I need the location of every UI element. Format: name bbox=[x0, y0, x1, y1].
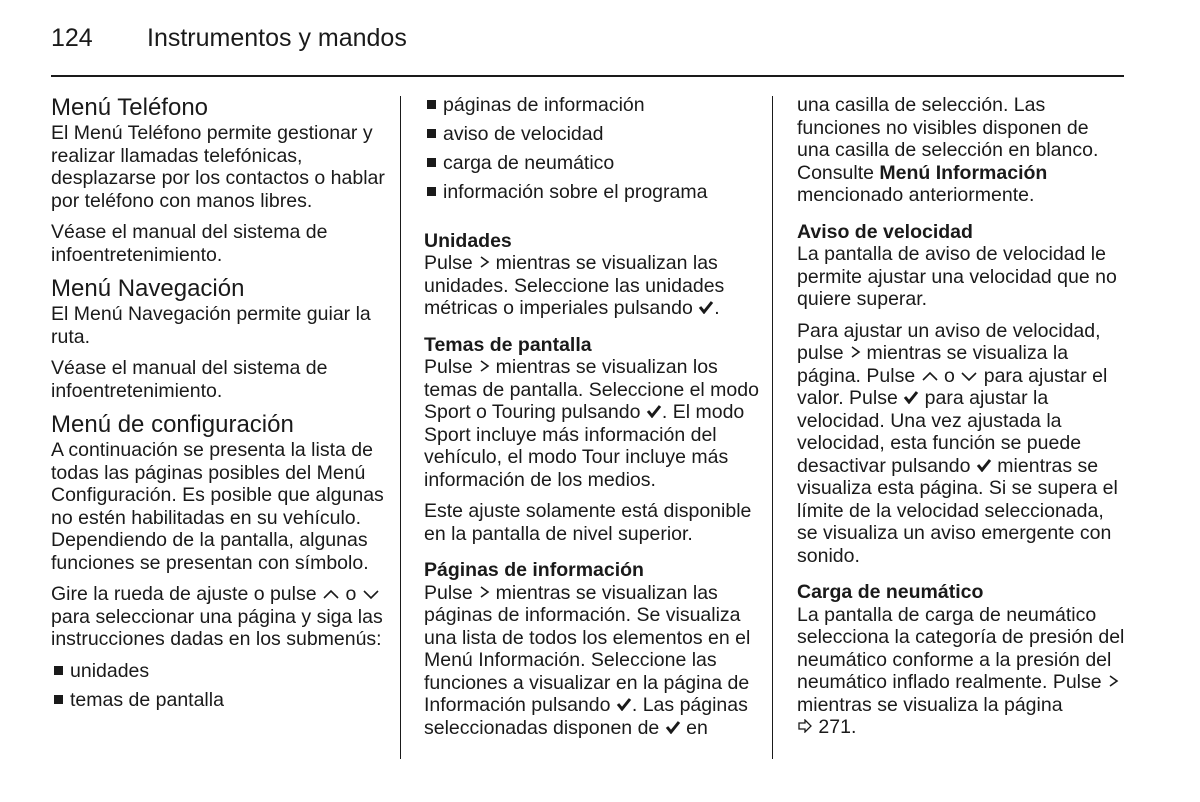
text-run: una casilla de selección. Las funciones no visibles disponen de una casilla de selección en blanco. Consulte bbox=[797, 94, 1099, 184]
text-run: mientras se visualizan las unidades. Seleccione las unidades métricas o imperiales pulsando bbox=[424, 252, 725, 319]
chevron-up-icon bbox=[921, 370, 939, 382]
paragraph: Véase el manual del sistema de infoentretenimiento. bbox=[51, 221, 328, 266]
checkmark-icon bbox=[976, 458, 992, 472]
bullet-icon bbox=[54, 695, 63, 704]
paragraph: El Menú Navegación permite guiar la ruta. bbox=[51, 303, 371, 348]
header-rule bbox=[51, 75, 1124, 77]
section-title-telefono: Menú Teléfono bbox=[51, 94, 209, 121]
list-item bbox=[51, 660, 387, 683]
column-divider-1 bbox=[400, 96, 401, 759]
subsection-title-temas: Temas de pantalla bbox=[424, 333, 592, 356]
section-title-navegacion: Menú Navegación bbox=[51, 275, 245, 302]
paragraph bbox=[797, 604, 1126, 739]
list-item-text: páginas de información bbox=[443, 94, 645, 116]
chevron-down-icon bbox=[960, 370, 978, 382]
checkmark-icon bbox=[665, 720, 681, 734]
text-run: mencionado anteriormente. bbox=[797, 184, 1035, 206]
text-run: mientras se visualiza la página bbox=[797, 693, 1063, 716]
text-run: mientras se visualizan los temas de pantalla. Seleccione el modo Sport o Touring pulsando bbox=[424, 356, 759, 423]
list-item-text: carga de neumático bbox=[443, 152, 615, 174]
paragraph: Véase el manual del sistema de infoentretenimiento. bbox=[51, 357, 328, 402]
text-run: Pulse bbox=[424, 581, 473, 604]
chevron-right-icon bbox=[478, 359, 490, 373]
text-run: mientras se visualiza la página. Pulse bbox=[797, 342, 1069, 387]
page-reference: 271. bbox=[818, 716, 857, 738]
text-run: . El modo Sport incluye más información del vehículo, el modo Tour incluye más información de los medios. bbox=[424, 401, 745, 491]
bullet-icon bbox=[427, 158, 436, 167]
chevron-right-icon bbox=[849, 345, 861, 359]
list-item-text: temas de pantalla bbox=[70, 688, 224, 711]
list-item bbox=[424, 123, 759, 146]
chevron-right-icon bbox=[478, 255, 490, 269]
chevron-right-icon bbox=[1107, 674, 1119, 688]
page-number: 124 bbox=[51, 24, 93, 52]
chevron-right-icon bbox=[478, 585, 490, 599]
subsection-title-unidades: Unidades bbox=[424, 229, 512, 252]
text-run: La pantalla de carga de neumático selecciona la categoría de presión del neumático conforme a la presión del neumático inflado realmente. Pulse bbox=[797, 603, 1125, 693]
text-run: mientras se visualiza esta página. Si se supera el límite de la velocidad seleccionada, se visualiza un aviso emergente con sonido. bbox=[797, 454, 1118, 567]
subsection-title-aviso-velocidad: Aviso de velocidad bbox=[797, 220, 973, 243]
checkmark-icon bbox=[698, 300, 714, 314]
paragraph: A continuación se presenta la lista de todas las páginas posibles del Menú Configuración. Es posible que algunas no estén habilitadas en su vehículo. Dependiendo de la pantalla, algunas funciones se presentan con símbolo. bbox=[51, 439, 384, 574]
paragraph bbox=[424, 356, 759, 491]
list-item bbox=[424, 181, 759, 204]
text-run: o bbox=[944, 364, 955, 387]
text-run: Para ajustar un aviso de velocidad, pulse bbox=[797, 319, 1101, 364]
text-run: para ajustar el valor. Pulse bbox=[797, 364, 1108, 409]
text-run: . bbox=[714, 297, 720, 319]
text-run: . Las páginas seleccionadas disponen de bbox=[424, 694, 748, 739]
text-run: Gire la rueda de ajuste o pulse bbox=[51, 583, 317, 605]
text-run: para ajustar la velocidad. Una vez ajustada la velocidad, esta función se puede desactivar pulsando bbox=[797, 387, 1082, 477]
paragraph: La pantalla de aviso de velocidad le permite ajustar una velocidad que no quiere superar. bbox=[797, 243, 1117, 310]
list-item-text: unidades bbox=[70, 659, 150, 682]
subsection-title-carga-neumatico: Carga de neumático bbox=[797, 581, 984, 603]
text-run: mientras se visualizan las páginas de información. Se visualiza una lista de todos los elementos en el Menú Información. Seleccione las funciones a visualizar en la página de Información pulsando bbox=[424, 581, 751, 716]
list-item bbox=[51, 689, 387, 712]
paragraph bbox=[424, 582, 759, 740]
paragraph: Este ajuste solamente está disponible en la pantalla de nivel superior. bbox=[424, 500, 752, 545]
chevron-up-icon bbox=[322, 588, 340, 600]
page-reference-arrow-icon bbox=[797, 719, 813, 733]
list-item-text: aviso de velocidad bbox=[443, 123, 604, 145]
list-item-text: información sobre el programa bbox=[443, 181, 708, 203]
list-item bbox=[424, 94, 759, 117]
checkmark-icon bbox=[903, 390, 919, 404]
paragraph bbox=[797, 94, 1126, 207]
column-2 bbox=[424, 94, 759, 748]
column-divider-2 bbox=[772, 96, 773, 759]
chevron-down-icon bbox=[362, 588, 380, 600]
paragraph bbox=[51, 583, 387, 651]
text-run: en bbox=[686, 716, 708, 739]
subsection-title-paginas: Páginas de información bbox=[424, 559, 644, 581]
list-item bbox=[424, 152, 759, 175]
menu-reference: Menú Información bbox=[879, 161, 1048, 184]
checkmark-icon bbox=[646, 404, 662, 418]
checkmark-icon bbox=[616, 697, 632, 711]
page-header bbox=[51, 24, 407, 53]
paragraph: El Menú Teléfono permite gestionar y realizar llamadas telefónicas, desplazarse por los contactos o hablar por teléfono con manos libres. bbox=[51, 122, 385, 212]
section-title-configuracion: Menú de configuración bbox=[51, 411, 294, 438]
bullet-icon bbox=[427, 187, 436, 196]
bullet-icon bbox=[427, 129, 436, 138]
text-run: o bbox=[345, 583, 357, 605]
column-3 bbox=[797, 94, 1126, 748]
bullet-icon bbox=[427, 100, 436, 109]
paragraph bbox=[797, 320, 1126, 568]
text-run: Pulse bbox=[424, 356, 473, 378]
text-run: Pulse bbox=[424, 252, 473, 274]
paragraph bbox=[424, 252, 759, 320]
bullet-icon bbox=[54, 666, 63, 675]
chapter-title: Instrumentos y mandos bbox=[147, 24, 407, 52]
text-run: para seleccionar una página y siga las instrucciones dadas en los submenús: bbox=[51, 605, 383, 650]
column-1 bbox=[51, 94, 387, 718]
